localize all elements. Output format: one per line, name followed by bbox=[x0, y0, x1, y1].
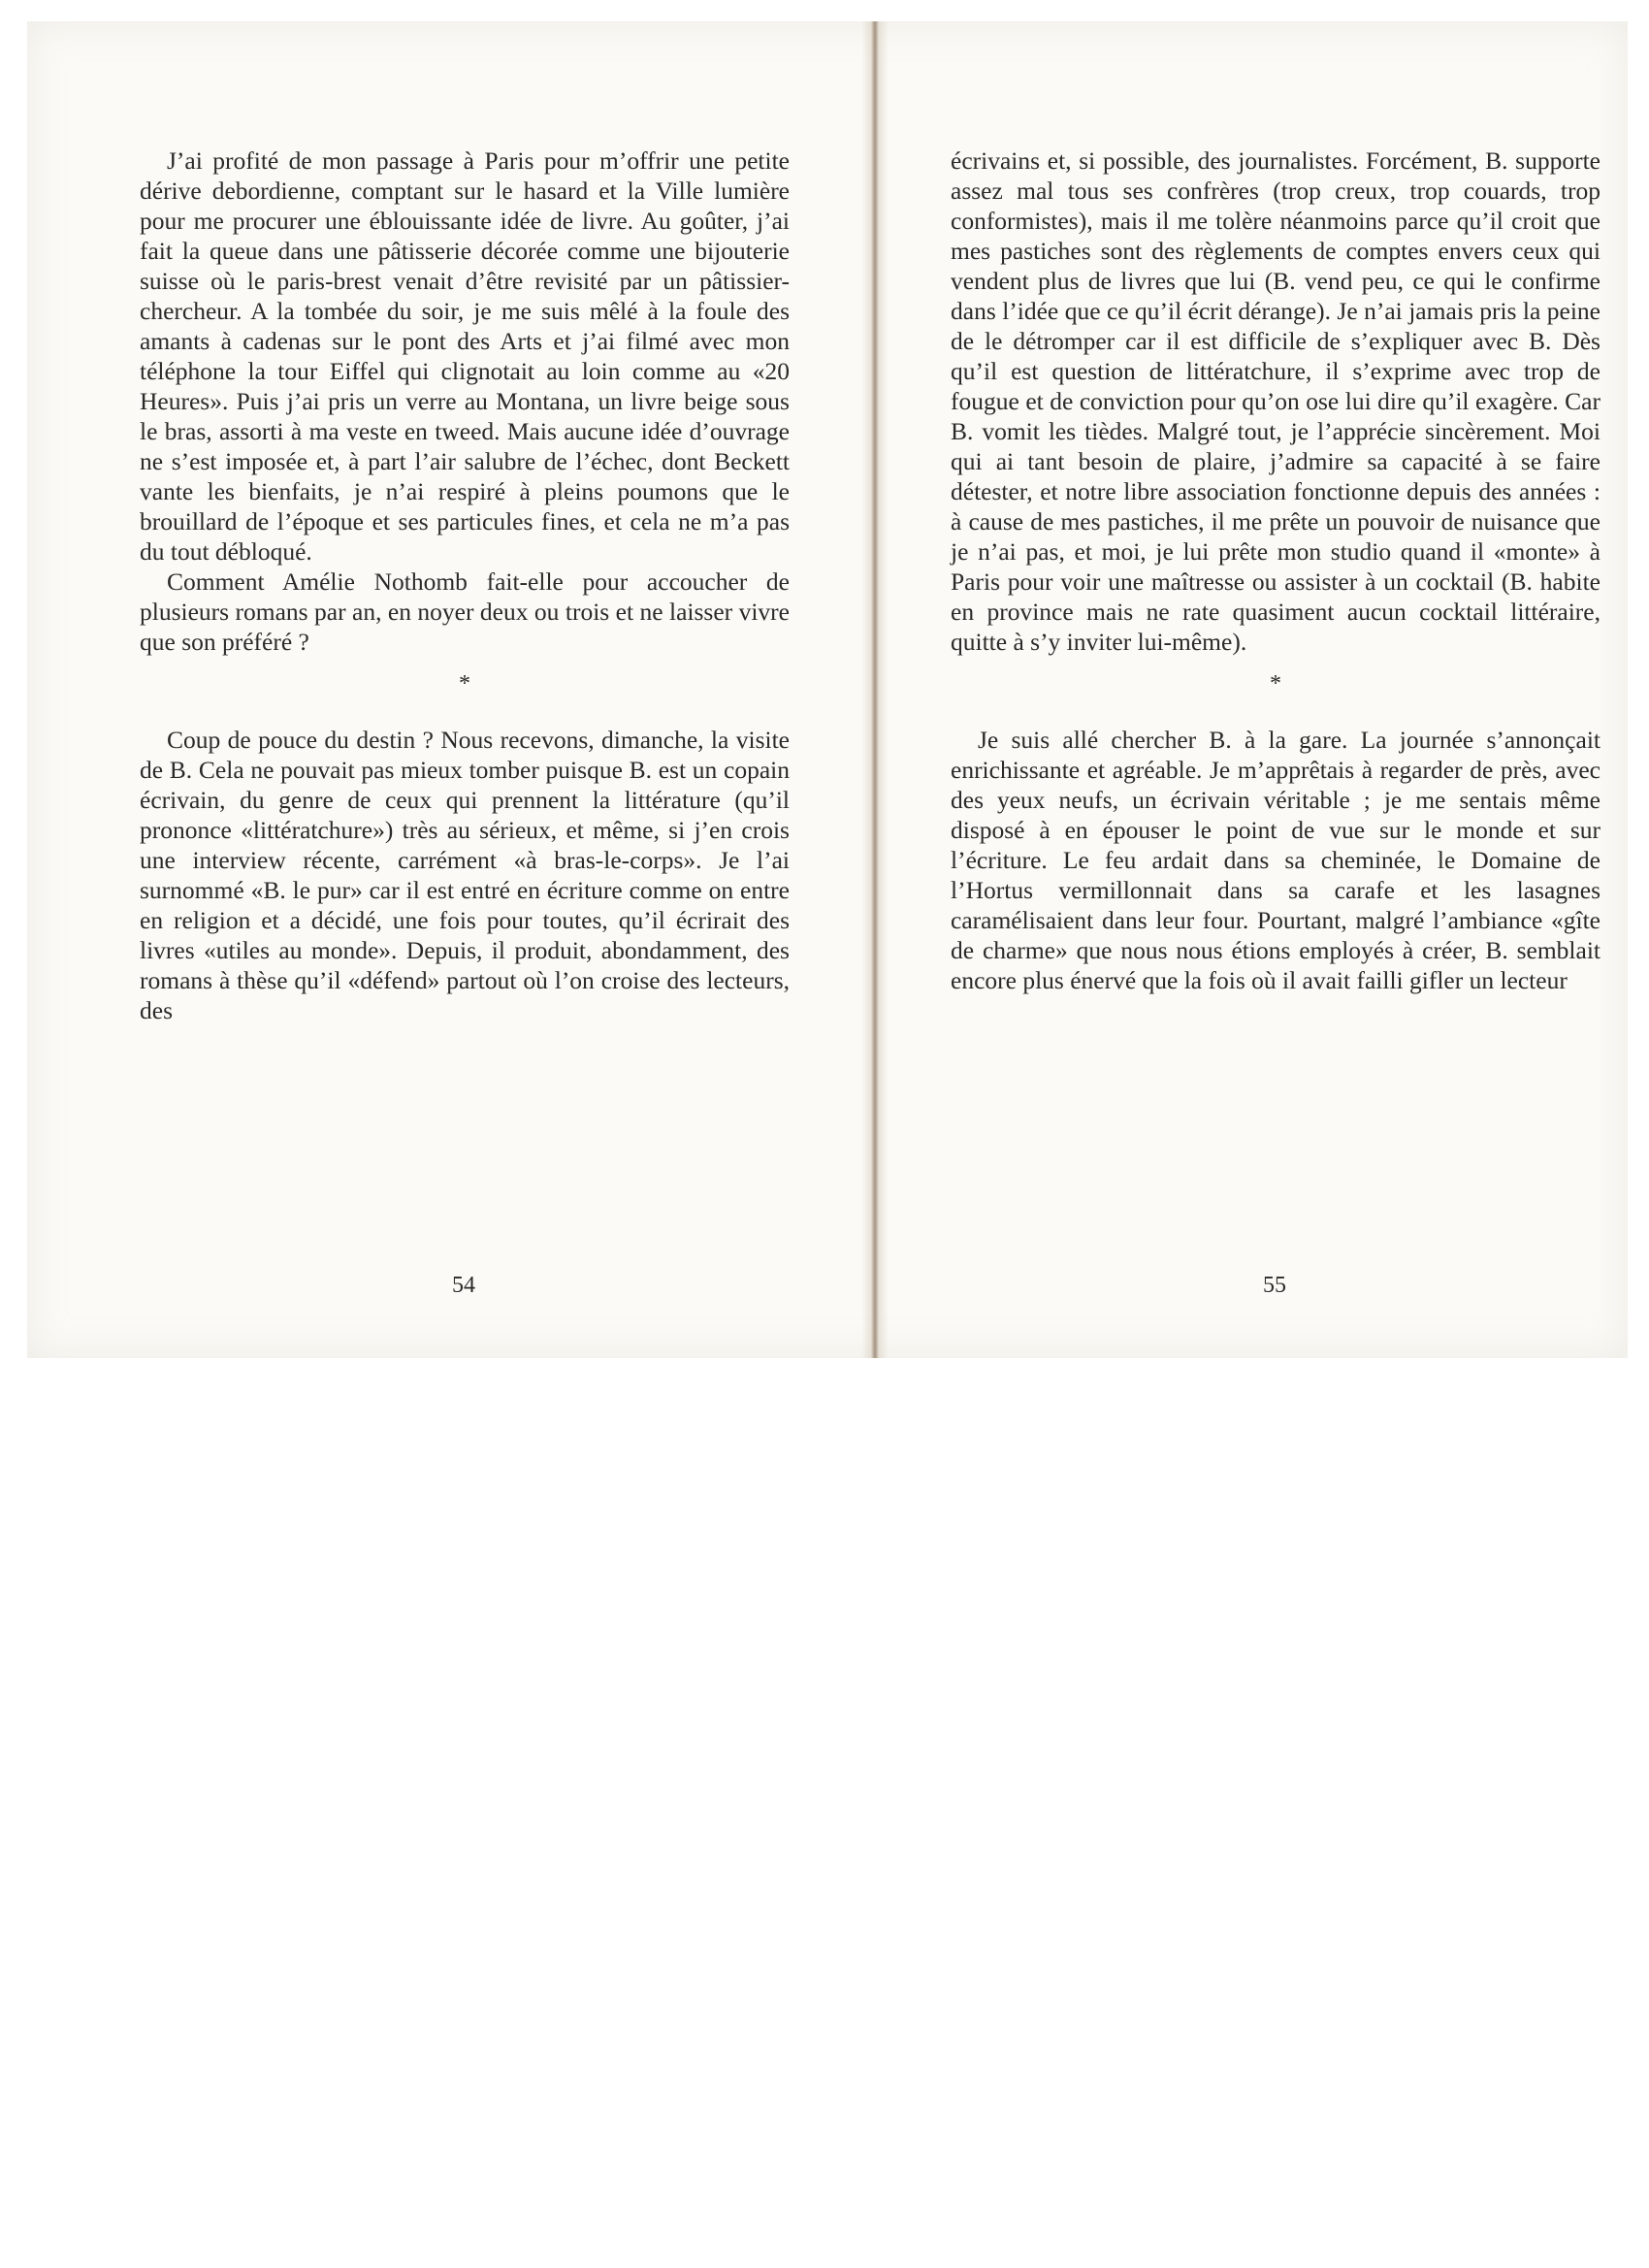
page-number: 54 bbox=[452, 1273, 475, 1298]
scanned-book-spread bbox=[27, 21, 1628, 1358]
paragraph: Coup de pouce du destin ? Nous recevons, dimanche, la visite de B. Cela ne pouvait pas mieux tomber puisque B. est un copain écrivain, du genre de ceux qui prennent la littérature (qu’il prononce «littératchure») très au sérieux, et même, si j’en crois une interview récente, carrément «à bras-le-corps». Je l’ai surnommé «B. le pur» car il est entré en écriture comme on entre en religion et a décidé, une fois pour toutes, qu’il écrirait des livres «utiles au monde». Depuis, il produit, abondamment, des romans à thèse qu’il «défend» partout où l’on croise des lecteurs, des bbox=[140, 726, 790, 1024]
right-page-text bbox=[951, 146, 1600, 995]
paragraph: J’ai profité de mon passage à Paris pour m’offrir une petite dérive debordienne, comptant sur le hasard et la Ville lumière pour me procurer une éblouissante idée de livre. Au goûter, j’ai fait la queue dans une pâtisserie décorée comme une bijouterie suisse où le paris-brest venait d’être revisité par un pâtissier-chercheur. A la tombée du soir, je me suis mêlé à la foule des amants à cadenas sur le pont des Arts et j’ai filmé avec mon téléphone la tour Eiffel qui clignotait au loin comme au «20 Heures». Puis j’ai pris un verre au Montana, un livre beige sous le bras, assorti à ma veste en tweed. Mais aucune idée d’ouvrage ne s’est imposée et, à part l’air salubre de l’échec, dont Beckett vante les bienfaits, je n’ai respiré à pleins poumons que le brouillard de l’époque et ses particules fines, et cela ne m’a pas du tout débloqué. bbox=[140, 146, 790, 566]
paragraph: écrivains et, si possible, des journalistes. Forcément, B. supporte assez mal tous ses confrères (trop creux, trop couards, trop conformistes), mais il me tolère néanmoins parce qu’il croit que mes pastiches sont des règlements de comptes envers ceux qui vendent plus de livres que lui (B. vend peu, ce qui le confirme dans l’idée que ce qu’il écrit dérange). Je n’ai jamais pris la peine de le détromper car il est difficile de s’expliquer avec B. Dès qu’il est question de littératchure, il s’exprime avec trop de fougue et de conviction pour qu’on ose lui dire qu’il exagère. Car B. vomit les tièdes. Malgré tout, je l’apprécie sincèrement. Moi qui ai tant besoin de plaire, j’admire sa capacité à se faire détester, et notre libre association fonctionne depuis des années : à cause de mes pastiches, il me prête un pouvoir de nuisance que je n’ai pas, et moi, je lui prête mon studio quand il «monte» à Paris pour voir une maîtresse ou assister à un cocktail (B. habite en province mais ne rate quasiment aucun cocktail littéraire, quitte à s’y inviter lui-même). bbox=[951, 146, 1600, 656]
book-spine bbox=[861, 21, 889, 1358]
paragraph: Comment Amélie Nothomb fait-elle pour accoucher de plusieurs romans par an, en noyer deux ou trois et ne laisser vivre que son préféré ? bbox=[140, 567, 790, 656]
section-separator: * bbox=[1270, 671, 1281, 697]
right-page bbox=[889, 21, 1628, 1358]
paragraph: Je suis allé chercher B. à la gare. La journée s’annonçait enrichissante et agréable. Je m’apprêtais à regarder de près, avec des yeux neufs, un écrivain véritable ; je me sentais même disposé à en épouser le point de vue sur le monde et sur l’écriture. Le feu ardait dans sa cheminée, le Domaine de l’Hortus vermillonnait dans sa carafe et les lasagnes caramélisaient dans leur four. Pourtant, malgré l’ambiance «gîte de charme» que nous nous étions employés à créer, B. semblait encore plus énervé que la fois où il avait failli gifler un lecteur bbox=[951, 726, 1600, 994]
section-separator: * bbox=[459, 671, 470, 697]
page-number: 55 bbox=[1263, 1273, 1286, 1298]
left-page bbox=[27, 21, 861, 1358]
left-page-text bbox=[140, 146, 790, 1025]
